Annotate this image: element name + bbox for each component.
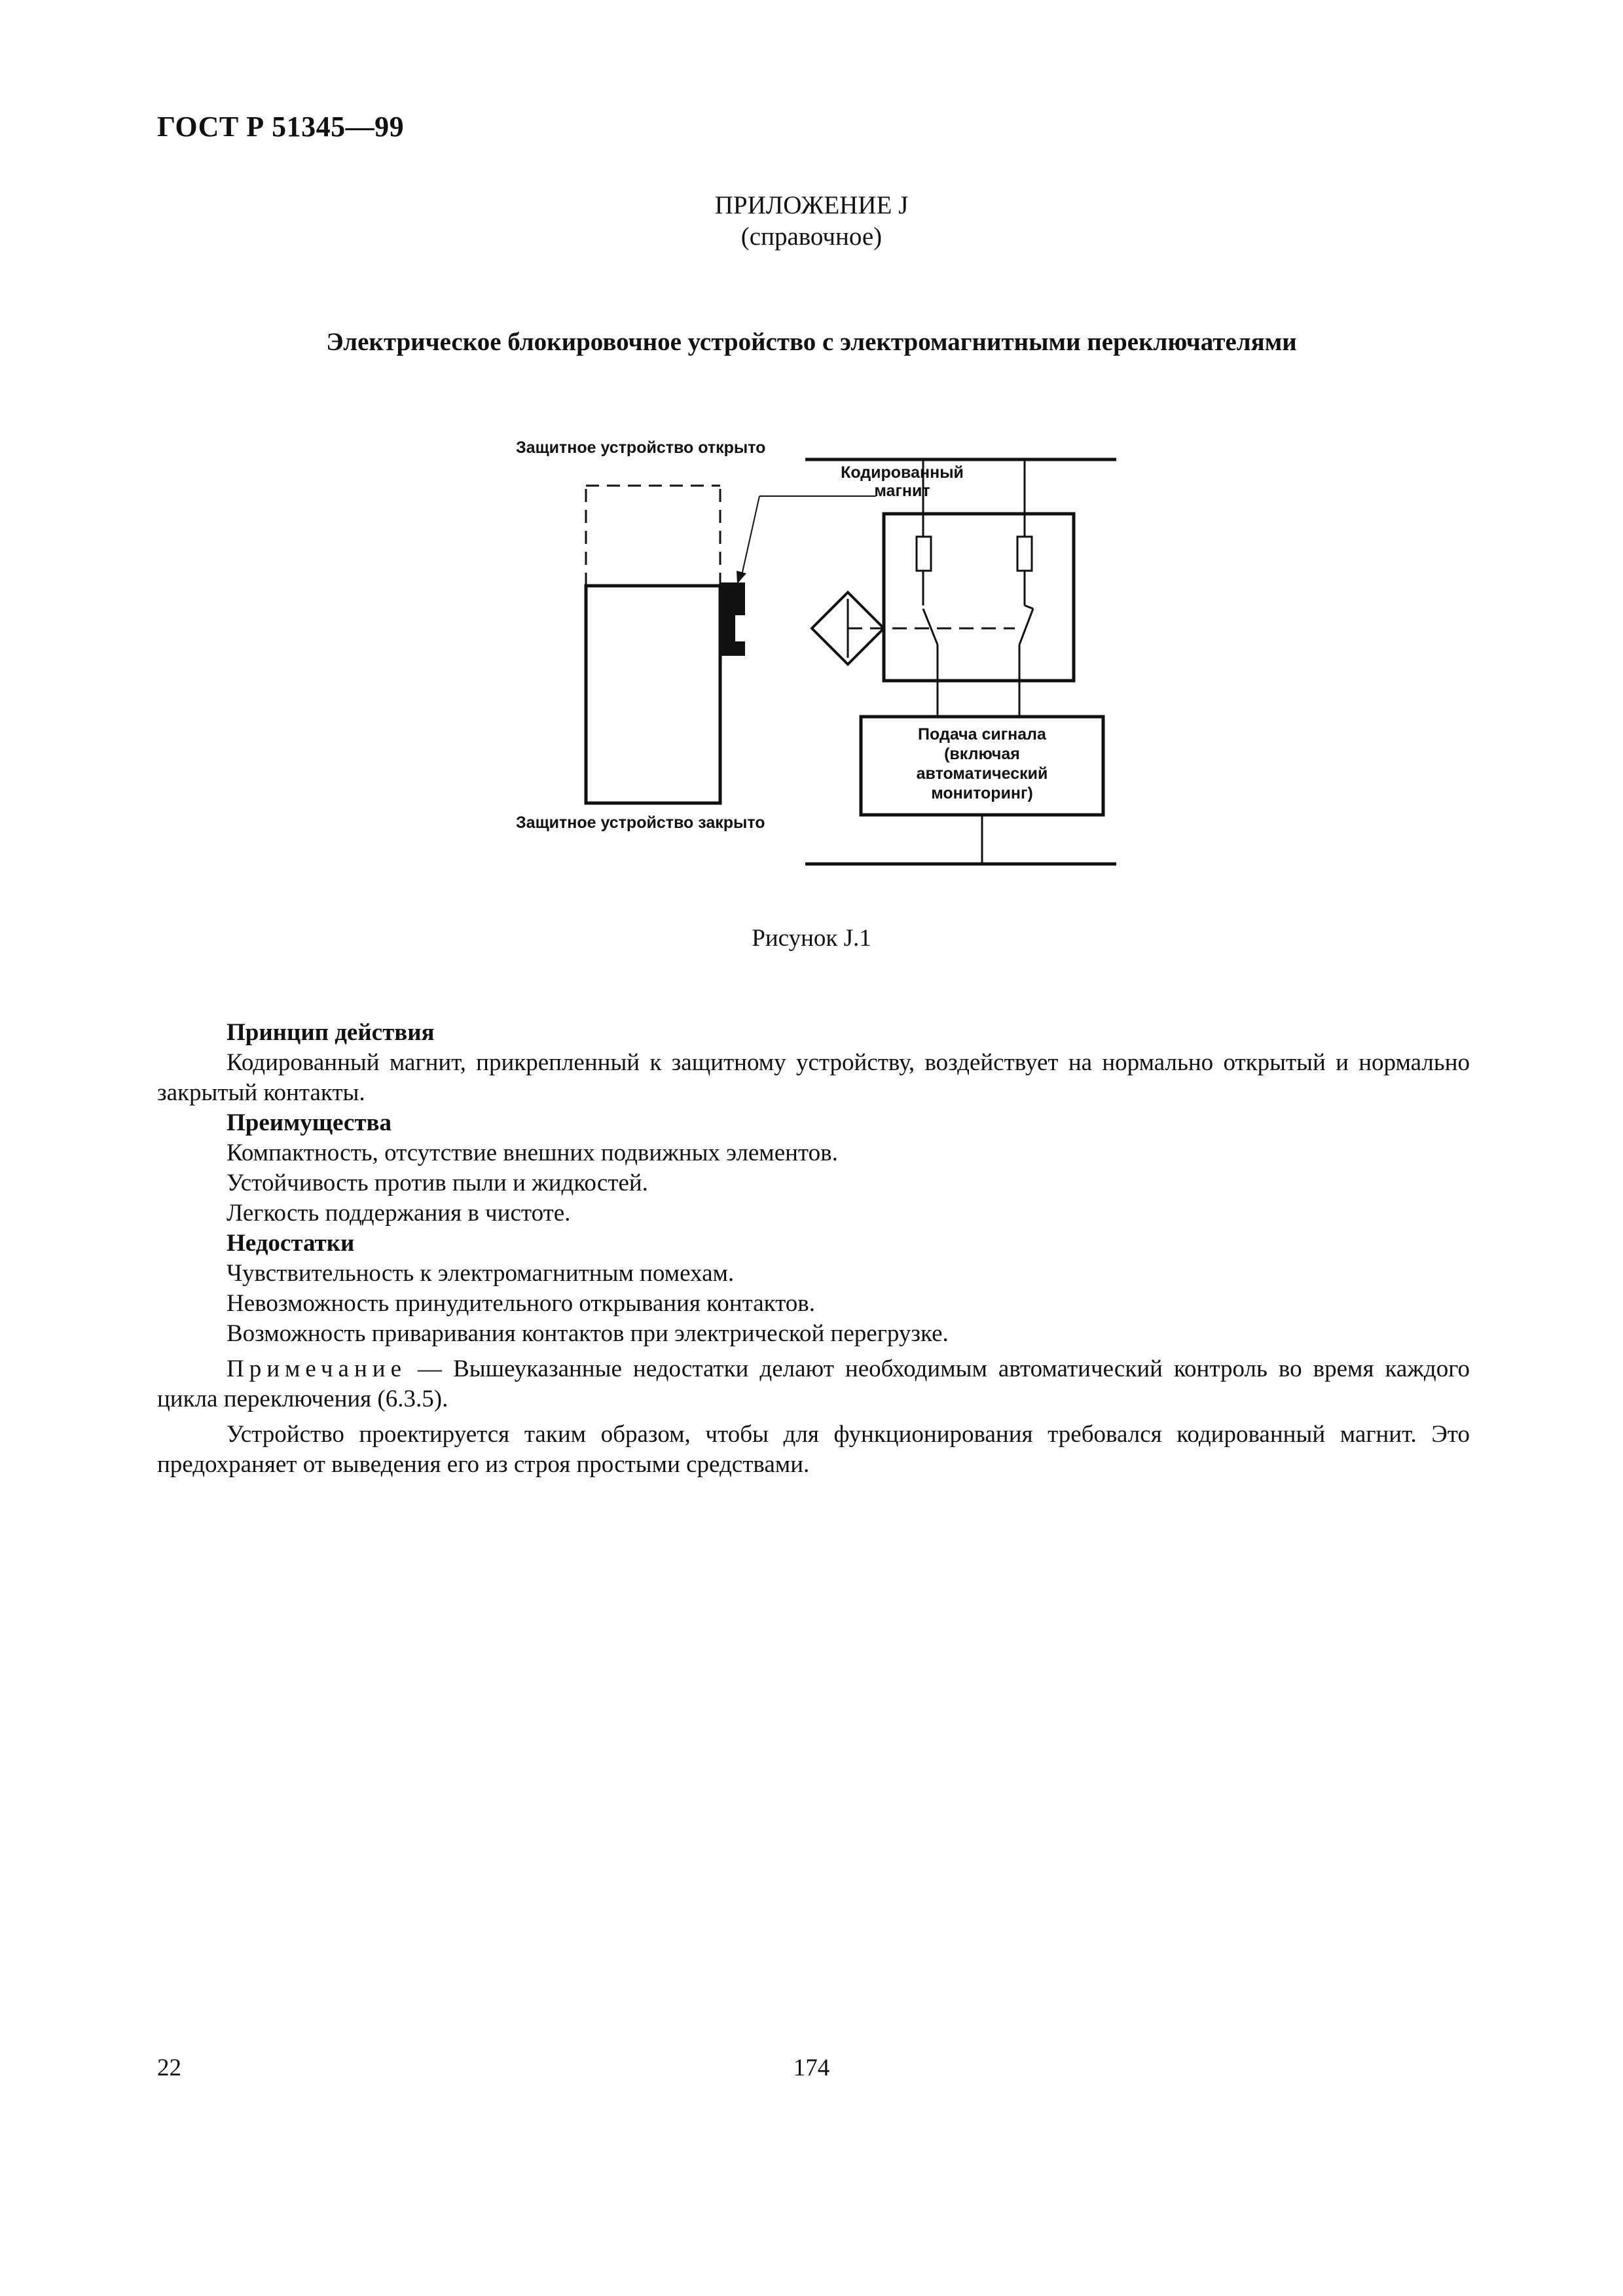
- label-signal-2: (включая: [944, 745, 1020, 763]
- note-text: — Вышеуказанные недостатки делают необходимым автоматический контроль во время каждого цикла переключения (6.3.5).: [157, 1355, 1470, 1412]
- disadvantage-item: Чувствительность к электромагнитным помехам.: [227, 1260, 735, 1287]
- advantage-item: Устойчивость против пыли и жидкостей.: [227, 1170, 648, 1196]
- note-paragraph: [157, 1354, 1470, 1414]
- appendix-subtitle: (справочное): [740, 223, 883, 251]
- principle-text: Кодированный магнит, прикрепленный к защитному устройству, воздействует на нормально открытый и нормально закрытый контакты.: [157, 1049, 1470, 1106]
- disadvantage-item: Возможность приваривания контактов при электрической перегрузке.: [227, 1320, 949, 1347]
- figure-caption: Рисунок J.1: [752, 925, 871, 952]
- label-signal-1: Подача сигнала: [918, 725, 1046, 744]
- advantages-title: Преимущества: [227, 1109, 392, 1136]
- contact-right: [1025, 605, 1033, 609]
- guard-closed: [586, 586, 720, 803]
- label-guard-closed: Защитное устройство закрыто: [516, 814, 765, 832]
- label-coded-magnet-2: магнит: [874, 482, 930, 500]
- resistor-right: [1017, 537, 1032, 571]
- note-label: Примечание: [227, 1355, 407, 1382]
- interlock-diagram: [498, 419, 1126, 877]
- appendix-title: ПРИЛОЖЕНИЕ J: [714, 191, 909, 219]
- page-number-left: 22: [157, 2054, 181, 2081]
- coded-magnet: [720, 583, 745, 656]
- principle-title: Принцип действия: [227, 1019, 435, 1046]
- closing-paragraph: Устройство проектируется таким образом, чтобы для функционирования требовался кодированный магнит. Это предохраняет от выведения его из строя простыми средствами.: [157, 1421, 1470, 1478]
- label-coded-magnet-1: Кодированный: [841, 463, 964, 482]
- figure-j1: [498, 419, 1126, 877]
- appendix-block: [0, 190, 1623, 253]
- standard-code: ГОСТ Р 51345—99: [157, 111, 405, 143]
- label-signal-3: автоматический: [916, 764, 1048, 783]
- page-number-center: 174: [793, 2054, 830, 2081]
- label-guard-open: Защитное устройство открыто: [516, 439, 766, 457]
- switch-housing: [884, 514, 1074, 681]
- resistor-left: [917, 537, 931, 571]
- body-text: [157, 1018, 1470, 1480]
- advantage-item: Легкость поддержания в чистоте.: [227, 1200, 571, 1227]
- disadvantages-title: Недостатки: [227, 1230, 355, 1257]
- advantage-item: Компактность, отсутствие внешних подвижных элементов.: [227, 1139, 838, 1166]
- contact-left: [923, 609, 938, 645]
- section-heading: Электрическое блокировочное устройство с электромагнитными переключателями: [326, 328, 1297, 356]
- label-signal-4: мониторинг): [931, 784, 1033, 802]
- disadvantage-item: Невозможность принудительного открывания контактов.: [227, 1290, 816, 1317]
